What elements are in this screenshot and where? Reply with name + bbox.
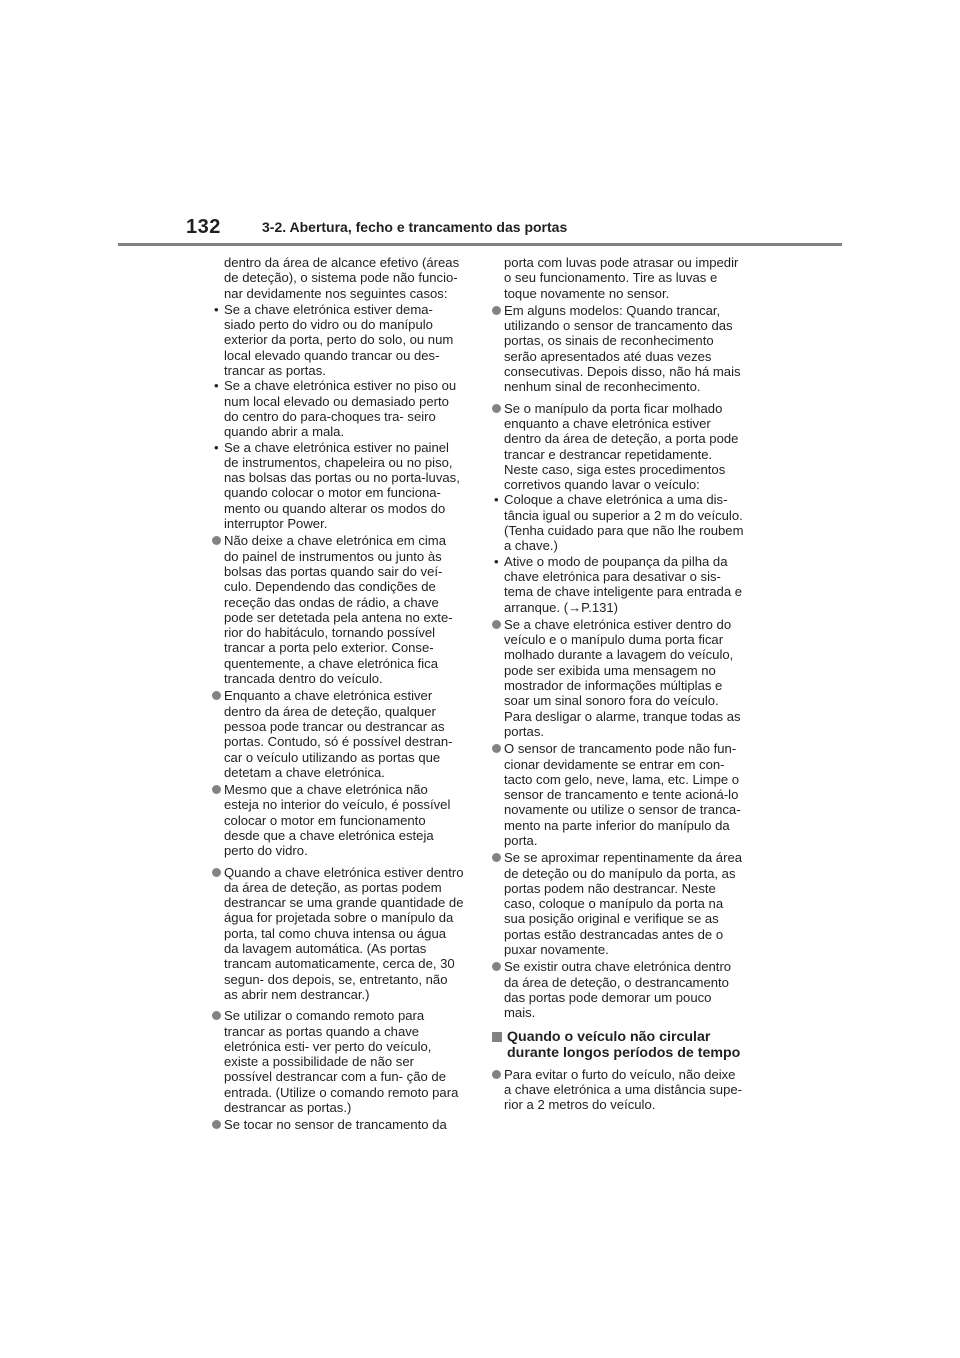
- bullet-text: O sensor de trancamento pode não fun- cionar devidamente se entrar em con- tacto com gelo, neve, lama, etc. Limpe o sensor de trancamento e tente acioná-lo novamente ou utilize o sensor de tranca- mento na parte inferior do manípulo da porta.: [504, 741, 741, 848]
- bullet-item: [492, 959, 744, 1020]
- subsection-heading: [492, 1029, 744, 1061]
- bullet-item: [492, 617, 744, 739]
- bullet-icon: [212, 868, 221, 877]
- bullet-icon: [492, 744, 501, 753]
- right-column: [492, 255, 744, 1112]
- bullet-icon: [492, 962, 501, 971]
- bullet-icon: [492, 404, 501, 413]
- bullet-text: Se tocar no sensor de trancamento da: [224, 1117, 447, 1133]
- left-intro: dentro da área de alcance efetivo (áreas de deteção), o sistema pode não funcio- nar devidamente nos seguintes casos:: [224, 255, 460, 301]
- sub-item: • Se a chave eletrónica estiver no piso ou num local elevado ou demasiado perto do centro do para-choques tra- seiro quando abrir a mala.: [212, 378, 464, 439]
- bullet-item: [212, 688, 464, 780]
- bullet-item: [492, 1067, 744, 1113]
- sub-item: • Se a chave eletrónica estiver dema- siado perto do vidro ou do manípulo exterior da porta, perto do solo, ou num local elevado quando trancar ou des- trancar as portas.: [212, 302, 464, 378]
- bullet-text: Para evitar o furto do veículo, não deixe a chave eletrónica a uma distância supe- rior a 2 metros do veículo.: [504, 1066, 743, 1113]
- header-rule: [118, 243, 842, 246]
- section-title: 3-2. Abertura, fecho e trancamento das portas: [262, 219, 568, 235]
- bullet-icon: [492, 1070, 501, 1079]
- bullet-item: [212, 782, 464, 858]
- square-icon: [492, 1032, 502, 1042]
- bullet-icon: [212, 691, 221, 700]
- bullet-text: Quando a chave eletrónica estiver dentro da área de deteção, as portas podem destrancar se uma grande quantidade de água for projetada sobre o manípulo da porta, tal como chuva intensa ou água da lavagem automática. (As portas trancam automaticamente, cerca de, 30 segun- dos depois, se, entretanto, não as abrir nem destrancar.): [224, 864, 464, 1002]
- bullet-text: Em alguns modelos: Quando trancar, utilizando o sensor de trancamento das portas, os sinais de reconhecimento serão apresentados até duas vezes consecutivas. Depois disso, não há mais nenhum sinal de reconhecimento.: [504, 302, 741, 395]
- bullet-icon: [492, 853, 501, 862]
- sub-item: • Ative o modo de poupança da pilha da chave eletrónica para desativar o sis- tema de chave inteligente para entrada e arranque. (→P.131): [492, 554, 744, 615]
- bullet-item: [212, 1117, 464, 1132]
- bullet-item: [212, 1008, 464, 1115]
- bullet-item: [212, 865, 464, 1003]
- right-intro: porta com luvas pode atrasar ou impedir o seu funcionamento. Tire as luvas e toque novamente no sensor.: [504, 255, 739, 301]
- heading-text: Quando o veículo não circular durante longos períodos de tempo: [507, 1028, 741, 1061]
- bullet-icon: [212, 536, 221, 545]
- bullet-text: Se a chave eletrónica estiver dentro do veículo e o manípulo duma porta ficar molhado durante a lavagem do veículo, pode ser exibida uma mensagem no mostrador de informações múltiplas e soar um sinal sonoro fora do veículo. Para desligar o alarme, tranque todas as portas.: [504, 616, 741, 739]
- sub-item: • Coloque a chave eletrónica a uma dis- tância igual ou superior a 2 m do veículo. (Tenha cuidado para que não lhe roubem a chave.): [492, 492, 744, 553]
- bullet-icon: [492, 306, 501, 315]
- sub-item: • Se a chave eletrónica estiver no painel de instrumentos, chapeleira ou no piso, nas bolsas das portas ou no porta-luvas, quando colocar o motor em funciona- mento ou quando alterar os modos do interruptor Power.: [212, 440, 464, 532]
- bullet-item: [492, 401, 744, 493]
- bullet-text: Mesmo que a chave eletrónica não esteja no interior do veículo, é possível colocar o motor em funcionamento desde que a chave eletrónica esteja perto do vidro.: [224, 782, 451, 859]
- bullet-text: Se existir outra chave eletrónica dentro da área de deteção, o destrancamento das portas pode demorar um pouco mais.: [504, 959, 732, 1021]
- bullet-icon: [212, 785, 221, 794]
- bullet-item: [492, 741, 744, 848]
- bullet-icon: [492, 620, 501, 629]
- bullet-icon: [212, 1120, 221, 1129]
- page-number: 132: [186, 216, 221, 238]
- bullet-text: Se o manípulo da porta ficar molhado enquanto a chave eletrónica estiver dentro da área de deteção, a porta pode trancar e destrancar repetidamente. Neste caso, siga estes procedimentos corretivos quando lavar o veículo:: [504, 400, 739, 493]
- bullet-text: Se utilizar o comando remoto para trancar as portas quando a chave eletrónica esti- ver perto do veículo, existe a possibilidade de não ser possível destrancar com a fun- ção de entrada. (Utilize o comando remoto para destrancar as portas.): [224, 1008, 459, 1116]
- bullet-item: [212, 533, 464, 686]
- bullet-icon: [212, 1011, 221, 1020]
- bullet-text: Não deixe a chave eletrónica em cima do painel de instrumentos ou junto às bolsas das portas quando sair do veí- culo. Dependendo das condições de receção das ondas de rádio, a chave pode ser detetada pela antena no exte- rior do habitáculo, tornando possível trancar a porta pelo exterior. Conse- quentemente, a chave eletrónica fica trancada dentro do veículo.: [224, 533, 453, 687]
- bullet-item: [492, 303, 744, 395]
- bullet-item: [492, 850, 744, 957]
- bullet-text: Se se aproximar repentinamente da área de deteção ou do manípulo da porta, as portas podem não destrancar. Neste caso, coloque o manípulo da porta na sua posição original e verifique se as portas estão destrancadas antes de o puxar novamente.: [504, 850, 743, 958]
- bullet-text: Enquanto a chave eletrónica estiver dentro da área de deteção, qualquer pessoa pode trancar ou destrancar as portas. Contudo, só é possível destran- car o veículo utilizando as portas que detetam a chave eletrónica.: [224, 688, 453, 780]
- left-column: [212, 255, 464, 1133]
